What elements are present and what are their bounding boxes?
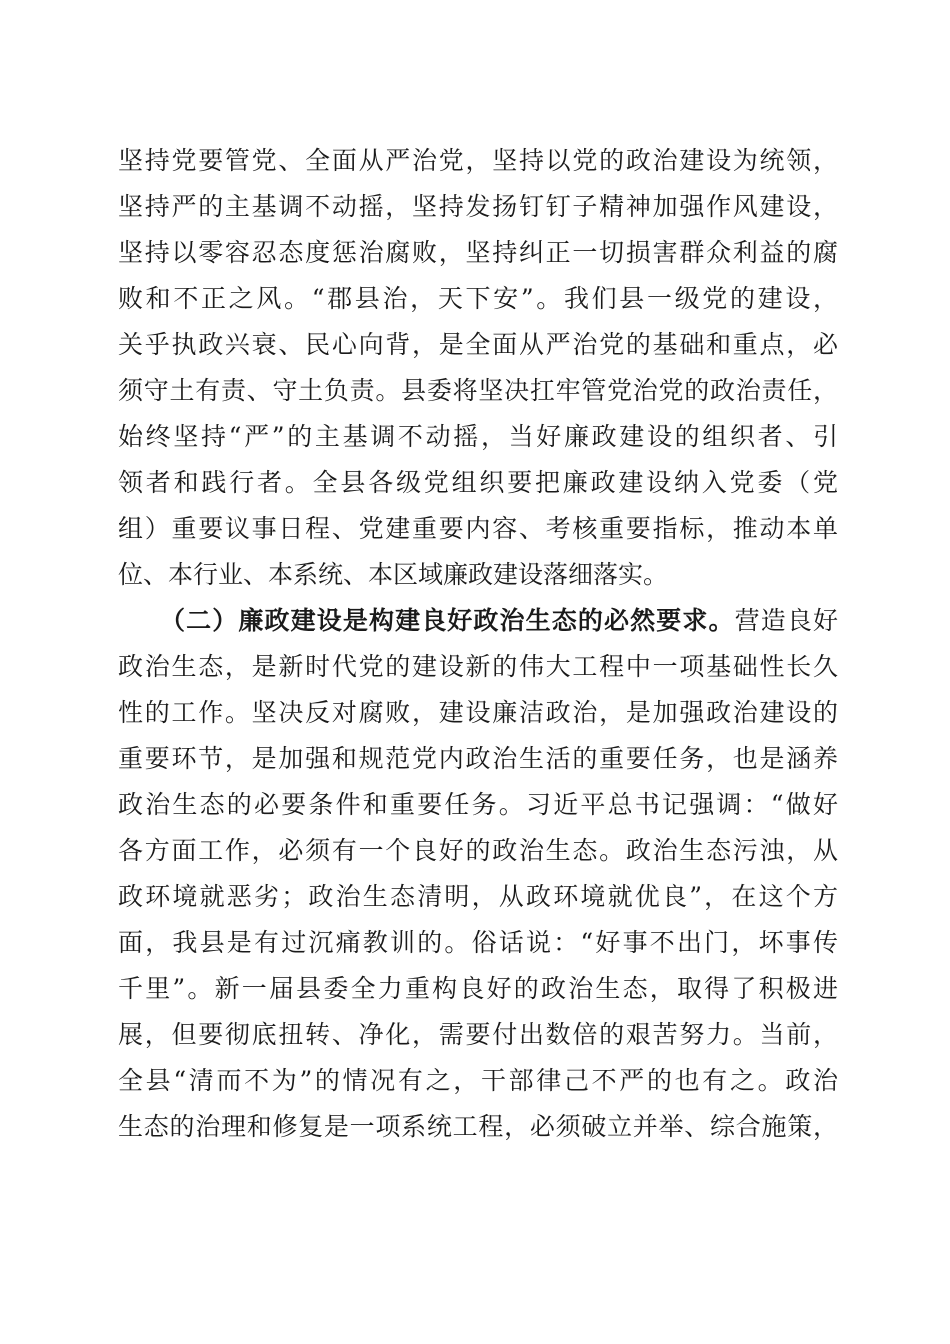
- text-line: 各方面工作，必须有一个良好的政治生态。政治生态污浊，从: [118, 836, 838, 865]
- text-line: 始终坚持“严”的主基调不动摇，当好廉政建设的组织者、引: [118, 422, 838, 451]
- section-heading-line: [118, 598, 838, 644]
- text-line: 重要环节，是加强和规范党内政治生活的重要任务，也是涵养: [118, 744, 838, 773]
- text-run: 营造良好: [734, 606, 838, 635]
- paragraph-1: [118, 138, 838, 598]
- text-line: 组）重要议事日程、党建重要内容、考核重要指标，推动本单: [118, 514, 838, 543]
- text-line: 政环境就恶劣；政治生态清明，从政环境就优良”，在这个方: [118, 882, 838, 911]
- text-line: 须守土有责、守土负责。县委将坚决扛牢管党治党的政治责任，: [118, 376, 838, 405]
- text-line: 全县“清而不为”的情况有之，干部律己不严的也有之。政治: [118, 1066, 838, 1095]
- text-line: 坚持党要管党、全面从严治党，坚持以党的政治建设为统领，: [118, 146, 838, 175]
- text-line: 生态的治理和修复是一项系统工程，必须破立并举、综合施策，: [118, 1112, 838, 1141]
- text-line: 政治生态的必要条件和重要任务。习近平总书记强调：“做好: [118, 790, 838, 819]
- text-line: 展，但要彻底扭转、净化，需要付出数倍的艰苦努力。当前，: [118, 1020, 838, 1049]
- text-line: 政治生态，是新时代党的建设新的伟大工程中一项基础性长久: [118, 652, 838, 681]
- text-line: 坚持严的主基调不动摇，坚持发扬钉钉子精神加强作风建设，: [118, 192, 838, 221]
- text-line: 位、本行业、本系统、本区域廉政建设落细落实。: [118, 560, 669, 589]
- paragraph-2: [118, 598, 838, 1150]
- text-line: 领者和践行者。全县各级党组织要把廉政建设纳入党委（党: [118, 468, 838, 497]
- text-line: 千里”。新一届县委全力重构良好的政治生态，取得了积极进: [118, 974, 838, 1003]
- section-heading: （二）廉政建设是构建良好政治生态的必然要求。: [160, 606, 735, 635]
- text-line: 性的工作。坚决反对腐败，建设廉洁政治，是加强政治建设的: [118, 698, 838, 727]
- body-text: [118, 138, 838, 1150]
- text-line: 面，我县是有过沉痛教训的。俗话说：“好事不出门，坏事传: [118, 928, 838, 957]
- text-line: 败和不正之风。“郡县治，天下安”。我们县一级党的建设，: [118, 284, 838, 313]
- text-line: 坚持以零容忍态度惩治腐败，坚持纠正一切损害群众利益的腐: [118, 238, 838, 267]
- text-line: 关乎执政兴衰、民心向背，是全面从严治党的基础和重点，必: [118, 330, 838, 359]
